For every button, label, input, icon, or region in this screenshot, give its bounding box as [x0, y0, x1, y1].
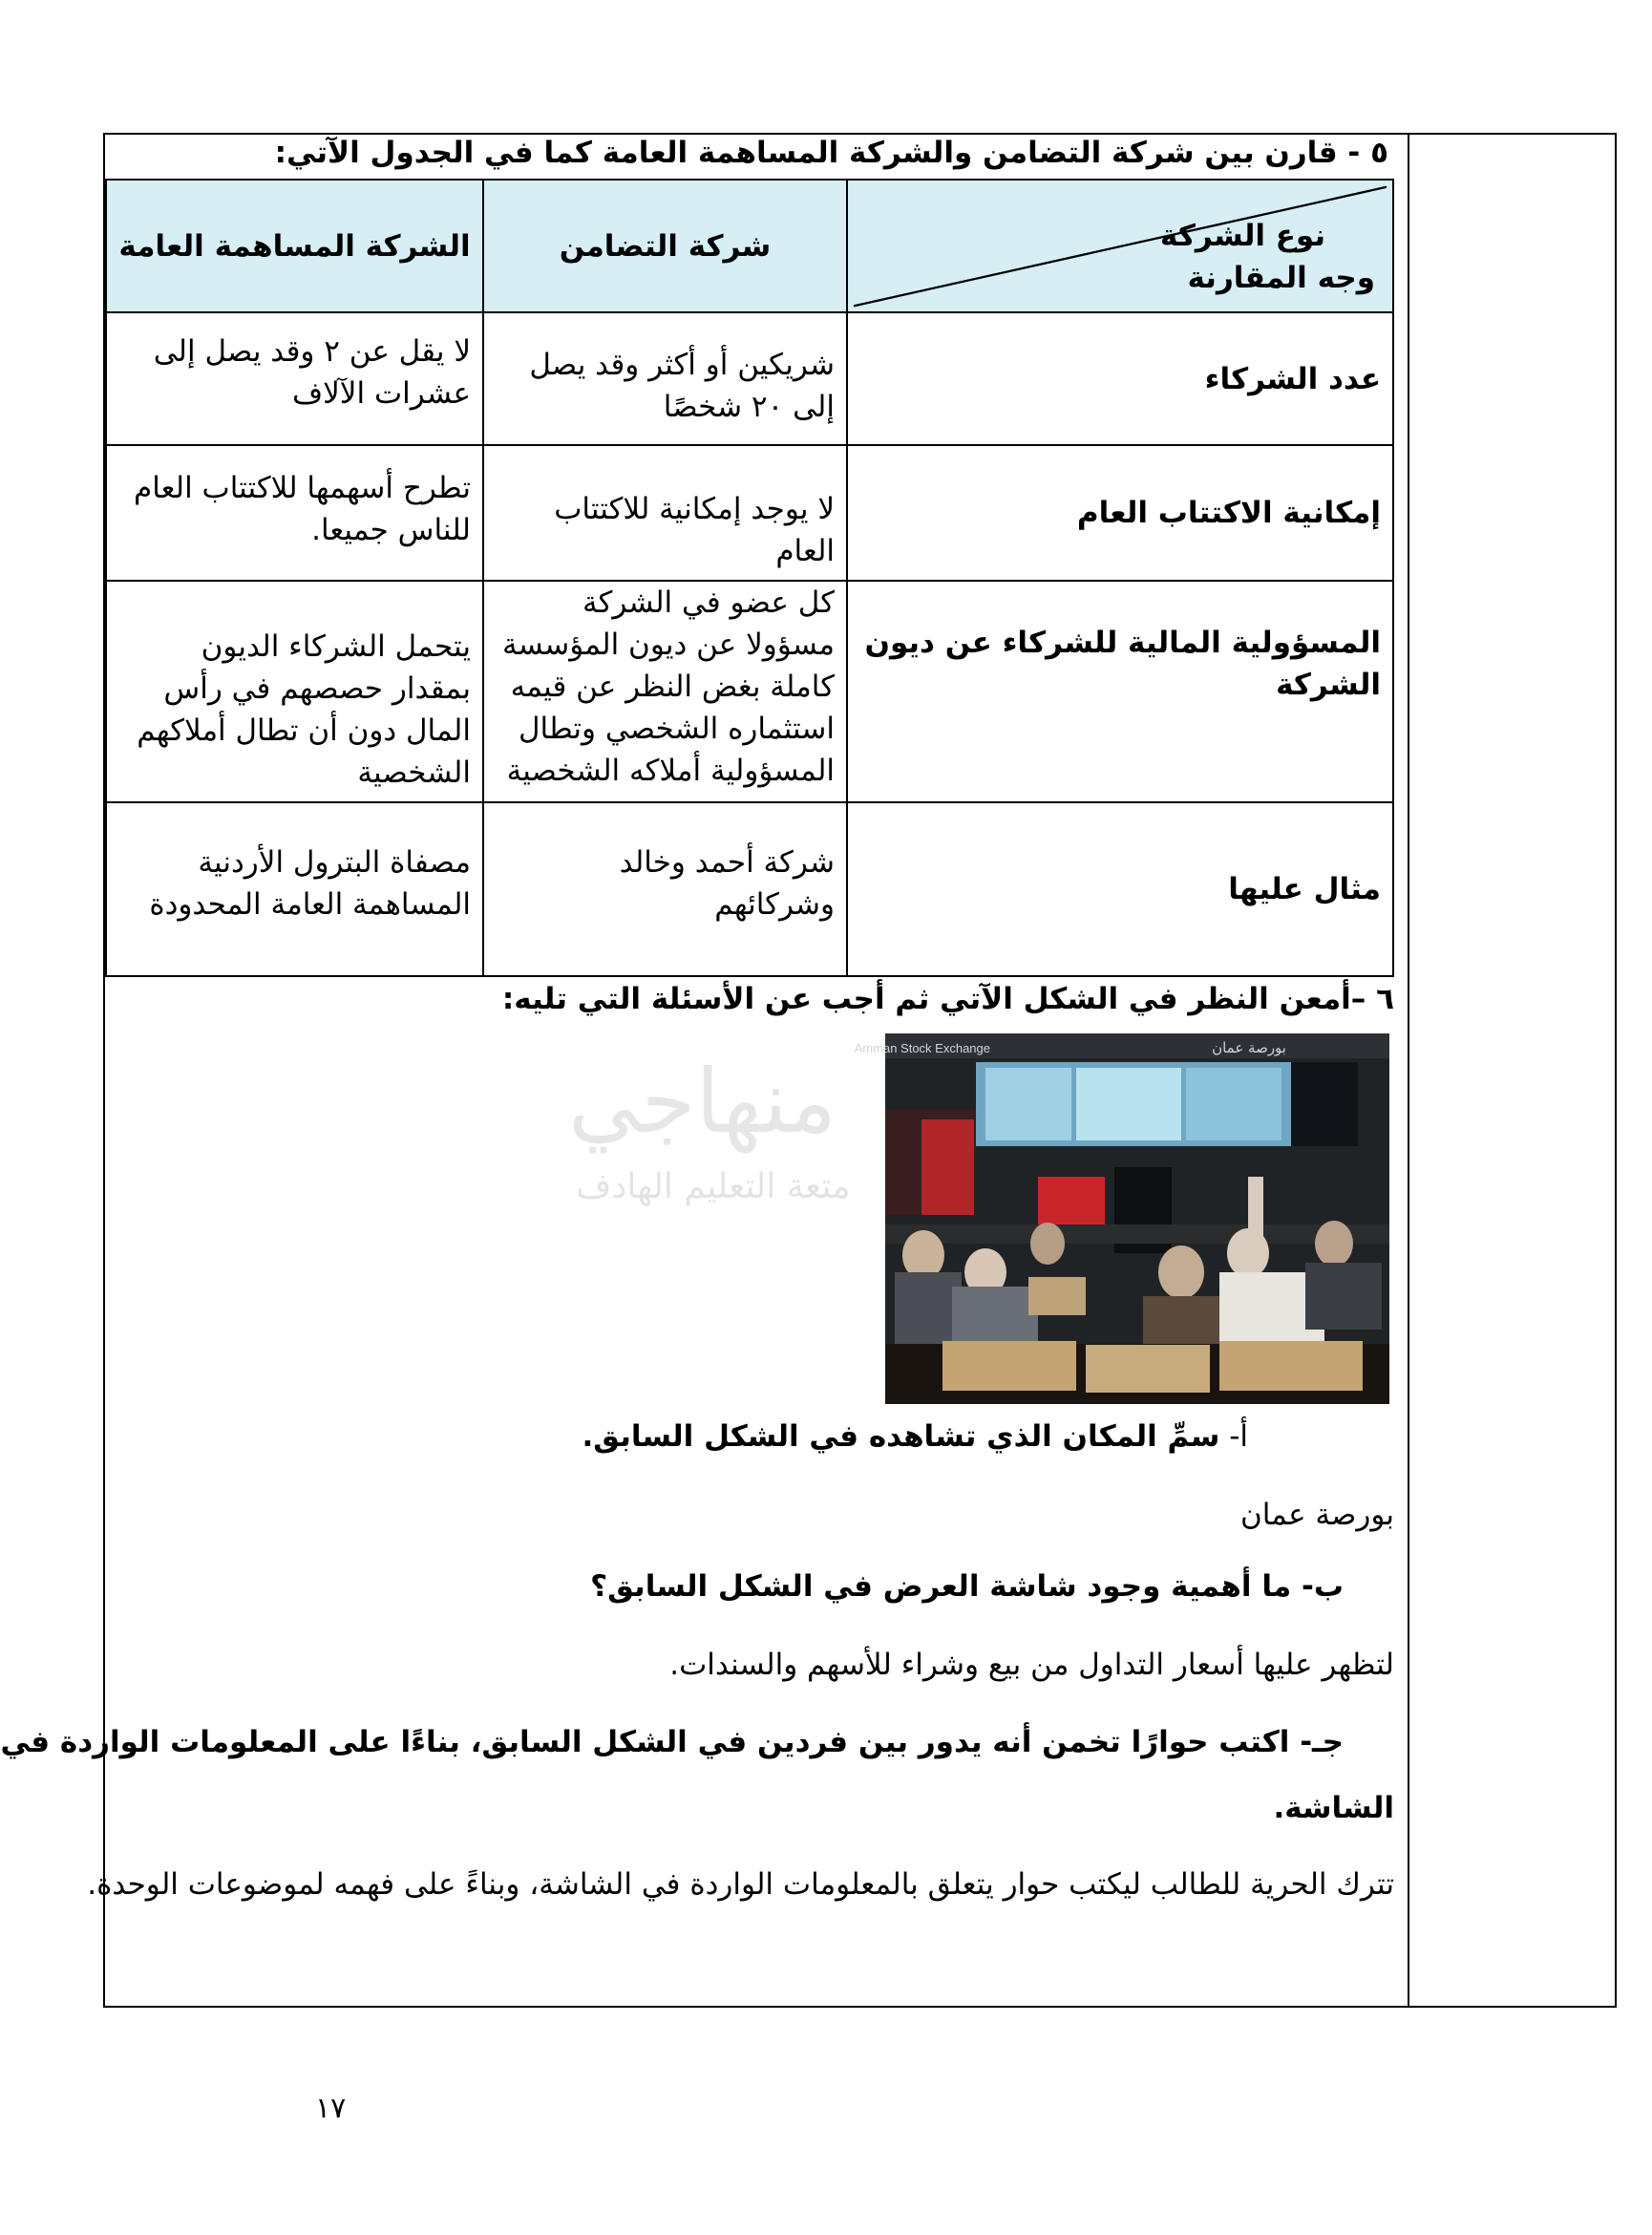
row-aspect: إمكانية الاكتتاب العام — [847, 445, 1393, 581]
comparison-table — [105, 179, 1394, 977]
question-c-text-line2: الشاشة. — [1273, 1791, 1394, 1825]
header-company-type: نوع الشركة — [1160, 219, 1325, 253]
question-a-text: سمِّ المكان الذي تشاهده في الشكل السابق. — [582, 1419, 1220, 1454]
question-b-label: ب- — [1301, 1569, 1344, 1604]
answer-c: تترك الحرية للطالب ليكتب حوار يتعلق بالمعلومات الواردة في الشاشة، وبناءً على فهمه لموضوعات الوحدة. — [87, 1867, 1394, 1902]
header-public-shareholding: الشركة المساهمة العامة — [106, 180, 483, 312]
row-aspect: مثال عليها — [847, 802, 1393, 976]
watermark-logo: منهاجي — [568, 1051, 837, 1153]
table-row — [106, 445, 1393, 581]
answer-b: لتظهر عليها أسعار التداول من بيع وشراء للأسهم والسندات. — [669, 1648, 1394, 1682]
sign-english: Amman Stock Exchange — [854, 1041, 990, 1055]
question-c-text-line1: اكتب حوارًا تخمن أنه يدور بين فردين في الشكل السابق، بناءًا على المعلومات الواردة في — [0, 1725, 1290, 1759]
row-public: يتحمل الشركاء الديون بمقدار حصصهم في رأس المال دون أن تطال أملاكهم الشخصية — [106, 581, 483, 802]
table-header-row — [106, 180, 1393, 312]
header-partnership: شركة التضامن — [483, 180, 847, 312]
row-public: مصفاة البترول الأردنية المساهمة العامة المحدودة — [106, 802, 483, 976]
question-c — [0, 1725, 1344, 1759]
sign-arabic: بورصة عمان — [1212, 1039, 1286, 1056]
header-comparison-aspect: وجه المقارنة — [1187, 261, 1375, 295]
stock-exchange-photo — [854, 1033, 1389, 1404]
stock-exchange-illustration — [854, 1033, 1389, 1404]
row-aspect: عدد الشركاء — [847, 312, 1393, 445]
table-row — [106, 802, 1393, 976]
row-public: تطرح أسهمها للاكتتاب العام للناس جميعا. — [106, 445, 483, 581]
row-partnership: كل عضو في الشركة مسؤولا عن ديون المؤسسة كاملة بغض النظر عن قيمه استثماره الشخصي وتطال المسؤولية أملاكه الشخصية — [483, 581, 847, 802]
table-row — [106, 581, 1393, 802]
table-row — [106, 312, 1393, 445]
row-partnership: شركة أحمد وخالد وشركائهم — [483, 802, 847, 976]
answer-a: بورصة عمان — [1239, 1498, 1394, 1532]
side-column-divider — [1408, 133, 1409, 2008]
watermark-tagline: متعة التعليم الهادف — [576, 1167, 851, 1206]
row-aspect: المسؤولية المالية للشركاء عن ديون الشركة — [847, 581, 1393, 802]
question-c-label: جـ- — [1300, 1725, 1344, 1759]
header-diagonal-cell — [847, 180, 1393, 312]
question-5-heading: ٥ - قارن بين شركة التضامن والشركة المساهمة العامة كما في الجدول الآتي: — [274, 136, 1388, 170]
page-number: ١٧ — [315, 2092, 347, 2125]
question-a — [582, 1419, 1249, 1454]
question-6-heading: ٦ –أمعن النظر في الشكل الآتي ثم أجب عن الأسئلة التي تليه: — [501, 982, 1394, 1016]
row-public: لا يقل عن ٢ وقد يصل إلى عشرات الآلاف — [106, 312, 483, 445]
question-b-text: ما أهمية وجود شاشة العرض في الشكل السابق؟ — [590, 1569, 1292, 1604]
row-partnership: لا يوجد إمكانية للاكتتاب العام — [483, 445, 847, 581]
question-a-label: أ- — [1229, 1419, 1248, 1454]
question-b — [590, 1569, 1344, 1604]
row-partnership: شريكين أو أكثر وقد يصل إلى ٢٠ شخصًا — [483, 312, 847, 445]
